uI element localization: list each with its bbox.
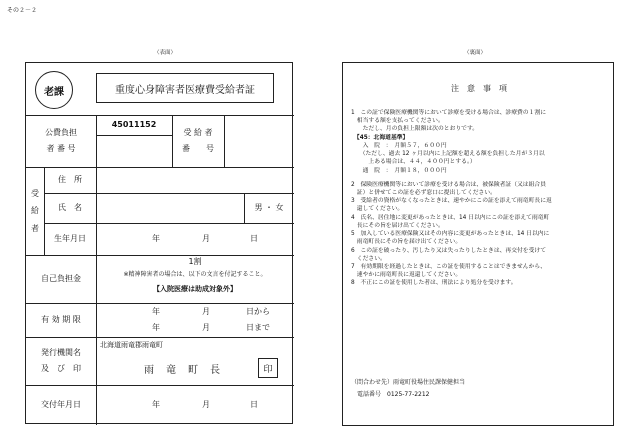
payer-label-line2: 者 番 号 bbox=[46, 144, 76, 153]
valid-from-year: 年 bbox=[152, 307, 160, 317]
copay-label: 自己負担金 bbox=[41, 274, 81, 284]
note-line: 証）と併せてこの証を必ず窓口に提出してください。 bbox=[351, 189, 496, 196]
note-line: 長にその旨を届け出てください。 bbox=[351, 222, 444, 229]
valid-label: 有 効 期 限 bbox=[41, 315, 81, 325]
note-line: ただし、月の負担上限額は次のとおりです。 bbox=[351, 126, 479, 133]
issue-date-label: 交付年月日 bbox=[41, 400, 81, 410]
back-side-label: （裏面） bbox=[464, 50, 487, 56]
issuer-address: 北海道雨竜郡雨竜町 bbox=[100, 341, 163, 349]
note-line: （ただし、過去 12 ヶ月以内に上記額を超える額を負担した月が３月以 bbox=[351, 151, 545, 158]
stamp-text: 老課 bbox=[44, 86, 64, 98]
front-side-label: （表面） bbox=[154, 50, 177, 56]
card-title: 重度心身障害者医療費受給者証 bbox=[115, 84, 255, 96]
sex-select: 男 ・ 女 bbox=[254, 203, 284, 213]
note-line: 上ある場合は、４４，４００円とする。） bbox=[351, 159, 476, 166]
notes-title: 注 意 事 項 bbox=[451, 84, 507, 93]
contact-line-1: （問合わせ先）雨竜町役場住民課保健担当 bbox=[351, 379, 466, 386]
recipient-vertical-char: 給 bbox=[31, 206, 39, 216]
note-line: 8 不正にこの証を使用した者は、刑法により処分を受けます。 bbox=[351, 280, 517, 287]
copay-rate: 1割 bbox=[188, 257, 202, 267]
issuer-name: 雨 竜 町 長 bbox=[144, 365, 221, 376]
note-line: 6 この証を破ったり、汚したり又は失ったりしたときは、再交付を受けて bbox=[351, 247, 546, 254]
note-line: 7 有効期限を経過したときは、この証を使用することはできませんから、 bbox=[351, 263, 546, 270]
birth-day: 日 bbox=[250, 234, 258, 244]
note-line: 5 加入している医療保険又はその内容に変更があったときは、14 日以内に bbox=[351, 231, 550, 238]
rule bbox=[96, 167, 97, 255]
issue-day: 日 bbox=[250, 400, 258, 410]
recipient-no-label-line1: 受 給 者 bbox=[183, 128, 213, 138]
birth-year: 年 bbox=[152, 234, 160, 244]
note-line: ください。 bbox=[351, 255, 386, 262]
payer-number: 45011152 bbox=[111, 120, 157, 130]
seal-text: 印 bbox=[263, 364, 273, 375]
note-line: 1 この証で保険医療機関等において診療を受ける場合は、診療費の１割に bbox=[351, 110, 546, 116]
valid-from-month: 月 bbox=[202, 307, 210, 317]
address-label: 住 所 bbox=[58, 175, 82, 185]
valid-to-year: 年 bbox=[152, 323, 160, 333]
rule bbox=[224, 115, 225, 167]
valid-to-month: 月 bbox=[202, 323, 210, 333]
issue-year: 年 bbox=[152, 400, 160, 410]
note-line: 2 保険医療機関等において診療を受ける場合は、被保険者証（又は組合員 bbox=[351, 181, 546, 188]
recipient-no-label bbox=[172, 115, 224, 167]
note-line: 入 院 ： 月額５７，６００円 bbox=[351, 142, 447, 149]
note-line: 4 氏名、居住地に変更があったときは、14 日以内にこの証を添えて雨竜町 bbox=[351, 214, 550, 221]
contact-line-2: 電話番号 0125-77-2212 bbox=[351, 391, 430, 398]
payer-label bbox=[26, 115, 96, 167]
back-card bbox=[342, 62, 614, 426]
recipient-vertical-label bbox=[26, 167, 44, 255]
recipient-no-label-line2: 番 号 bbox=[182, 144, 214, 153]
note-line: 相当する額を支払ってください。 bbox=[351, 118, 444, 125]
notes-list bbox=[351, 109, 609, 288]
page-label: その２－２ bbox=[7, 7, 38, 14]
title-box bbox=[96, 73, 274, 103]
rule bbox=[96, 135, 172, 136]
note-line: 通 院 ： 月額１８，０００円 bbox=[351, 167, 447, 174]
payer-label-line1: 公費負担 bbox=[45, 128, 77, 138]
issue-month: 月 bbox=[202, 400, 210, 410]
note-line: 還してください。 bbox=[351, 206, 404, 213]
copay-note: ※精神障害者の場合は、以下の文言を付記すること。 bbox=[123, 271, 267, 279]
note-line: 【45：北海道基準】 bbox=[351, 134, 409, 141]
issuer-label bbox=[26, 337, 96, 385]
stamp-circle bbox=[35, 71, 73, 109]
note-line: 3 受給者の資格がなくなったときは、速やかにこの証を添えて雨竜町長に返 bbox=[351, 198, 552, 205]
note-line: 雨竜町長にその旨を届け出てください。 bbox=[351, 239, 462, 246]
name-label: 氏 名 bbox=[58, 203, 82, 213]
issuer-label-line1: 発行機関名 bbox=[41, 348, 81, 358]
issuer-label-line2: 及 び 印 bbox=[41, 364, 81, 373]
birth-label: 生年月日 bbox=[54, 234, 86, 244]
recipient-vertical-char: 者 bbox=[31, 223, 39, 233]
recipient-vertical-char: 受 bbox=[31, 188, 39, 198]
copay-inpatient: 【入院医療は助成対象外】 bbox=[153, 284, 237, 293]
birth-month: 月 bbox=[202, 234, 210, 244]
seal-box bbox=[258, 358, 278, 378]
note-line: 速やかに雨竜町長に返還してください。 bbox=[351, 272, 462, 279]
valid-from: 日から bbox=[246, 307, 270, 317]
valid-to: 日まで bbox=[246, 323, 270, 333]
front-card bbox=[25, 62, 293, 424]
